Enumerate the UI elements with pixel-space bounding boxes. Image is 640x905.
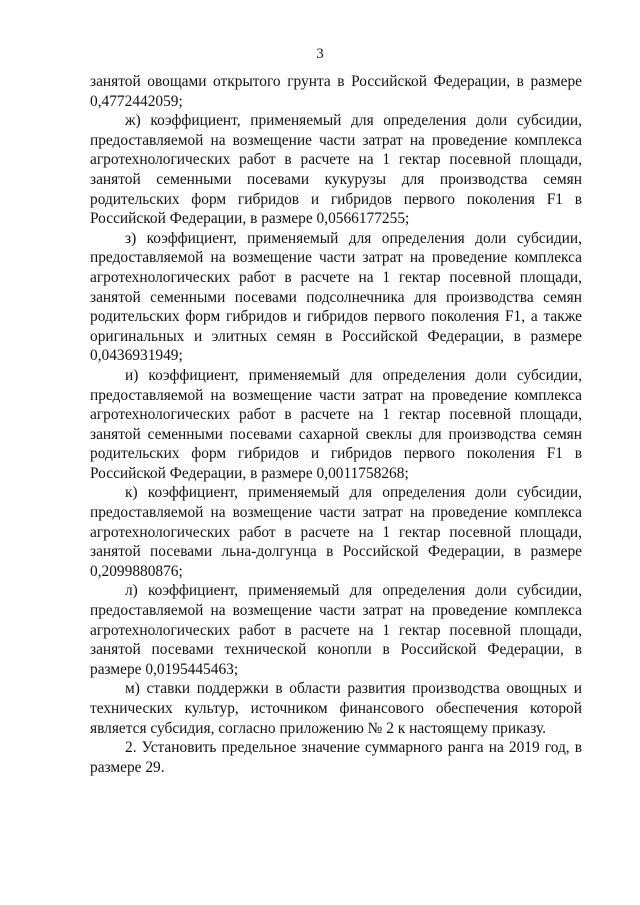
paragraph-item-i: и) коэффициент, применяемый для определения доли субсидии, предоставляемой на возмещение части затрат на проведение комплекса агротехнологических работ в расчете на 1 гектар посевной площади, занятой семенными посевами сахарной свеклы для производства семян родительских форм гибридов и гибридов первого поколения F1 в Российской Федерации, в размере 0,0011758268; — [90, 366, 582, 482]
paragraph-item-z: з) коэффициент, применяемый для определения доли субсидии, предоставляемой на возмещение части затрат на проведение комплекса агротехнологических работ в расчете на 1 гектар посевной площади, занятой семенными посевами подсолнечника для производства семян родительских форм гибридов и гибридов первого поколения F1, а также оригинальных и элитных семян в Российской Федерации, в размере 0,0436931949; — [90, 229, 582, 365]
paragraph-item-k: к) коэффициент, применяемый для определения доли субсидии, предоставляемой на возмещение части затрат на проведение комплекса агротехнологических работ в расчете на 1 гектар посевной площади, занятой посевами льна-долгунца в Российской Федерации, в размере 0,2099880876; — [90, 484, 582, 580]
paragraph-item-l: л) коэффициент, применяемый для определения доли субсидии, предоставляемой на возмещение части затрат на проведение комплекса агротехнологических работ в расчете на 1 гектар посевной площади, занятой посевами технической конопли в Российской Федерации, в размере 0,0195445463; — [90, 582, 582, 678]
paragraph-clause-2: 2. Установить предельное значение суммарного ранга на 2019 год, в размере 29. — [90, 739, 582, 776]
paragraph-item-zh: ж) коэффициент, применяемый для определения доли субсидии, предоставляемой на возмещение части затрат на проведение комплекса агротехнологических работ в расчете на 1 гектар посевной площади, занятой семенными посевами кукурузы для производства семян родительских форм гибридов и гибридов первого поколения F1 в Российской Федерации, в размере 0,0566177255; — [90, 112, 582, 228]
document-body — [90, 72, 582, 777]
paragraph-continuation: занятой овощами открытого грунта в Российской Федерации, в размере 0,4772442059; — [90, 73, 582, 110]
page-number: 3 — [316, 46, 324, 62]
paragraph-item-m: м) ставки поддержки в области развития производства овощных и технических культур, источником финансового обеспечения которой является субсидия, согласно приложению № 2 к настоящему приказу. — [90, 680, 582, 737]
